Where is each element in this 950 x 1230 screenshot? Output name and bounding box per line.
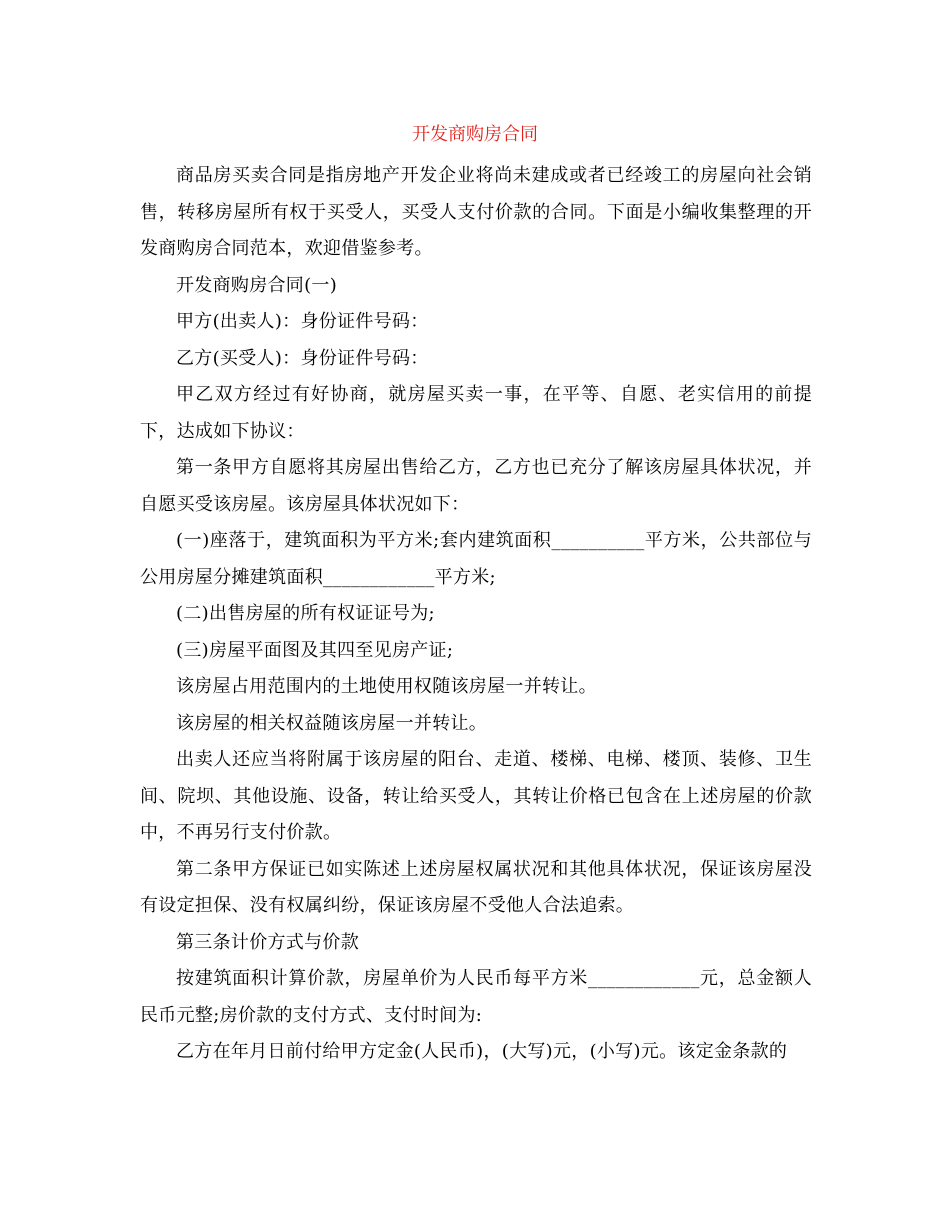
paragraph-article-1: 第一条甲方自愿将其房屋出售给乙方，乙方也已充分了解该房屋具体状况，并自愿买受该房屋。该房屋具体状况如下：: [140, 457, 812, 515]
paragraph-contract-heading: 开发商购房合同(一): [176, 274, 338, 296]
document-body: [140, 158, 812, 1071]
paragraph-article-3: 第三条计价方式与价款: [176, 931, 359, 953]
document-title: 开发商购房合同: [412, 124, 538, 145]
paragraph-intro: 商品房买卖合同是指房地产开发企业将尚未建成或者已经竣工的房屋向社会销售，转移房屋所有权于买受人，买受人支付价款的合同。下面是小编收集整理的开发商购房合同范本，欢迎借鉴参考。: [140, 165, 812, 259]
paragraph-land-use: 该房屋占用范围内的土地使用权随该房屋一并转让。: [176, 676, 597, 697]
paragraph-item-1: (一)座落于，建筑面积为平方米;套内建筑面积__________平方米，公共部位与公用房屋分摊建筑面积____________平方米;: [140, 530, 812, 588]
paragraph-article-2: 第二条甲方保证已如实陈述上述房屋权属状况和其他具体状况，保证该房屋没有设定担保、没有权属纠纷，保证该房屋不受他人合法追索。: [140, 858, 812, 916]
paragraph-item-3: (三)房屋平面图及其四至见房产证;: [176, 639, 454, 661]
paragraph-deposit: 乙方在年月日前付给甲方定金(人民币)，(大写)元，(小写)元。该定金条款的: [176, 1041, 788, 1062]
paragraph-party-b: 乙方(买受人)：身份证件号码：: [176, 347, 429, 369]
paragraph-agreement: 甲乙双方经过有好协商，就房屋买卖一事，在平等、自愿、老实信用的前提下，达成如下协议：: [140, 384, 812, 442]
paragraph-item-2: (二)出售房屋的所有权证证号为;: [176, 603, 435, 624]
paragraph-rights: 该房屋的相关权益随该房屋一并转让。: [176, 712, 488, 734]
paragraph-attachments: 出卖人还应当将附属于该房屋的阳台、走道、楼梯、电梯、楼顶、装修、卫生间、院坝、其他设施、设备，转让给买受人，其转让价格已包含在上述房屋的价款中，不再另行支付价款。: [140, 749, 812, 843]
paragraph-party-a: 甲方(出卖人)：身份证件号码：: [176, 311, 429, 332]
paragraph-pricing: 按建筑面积计算价款，房屋单价为人民币每平方米____________元，总金额人民币元整;房价款的支付方式、支付时间为:: [140, 968, 812, 1026]
